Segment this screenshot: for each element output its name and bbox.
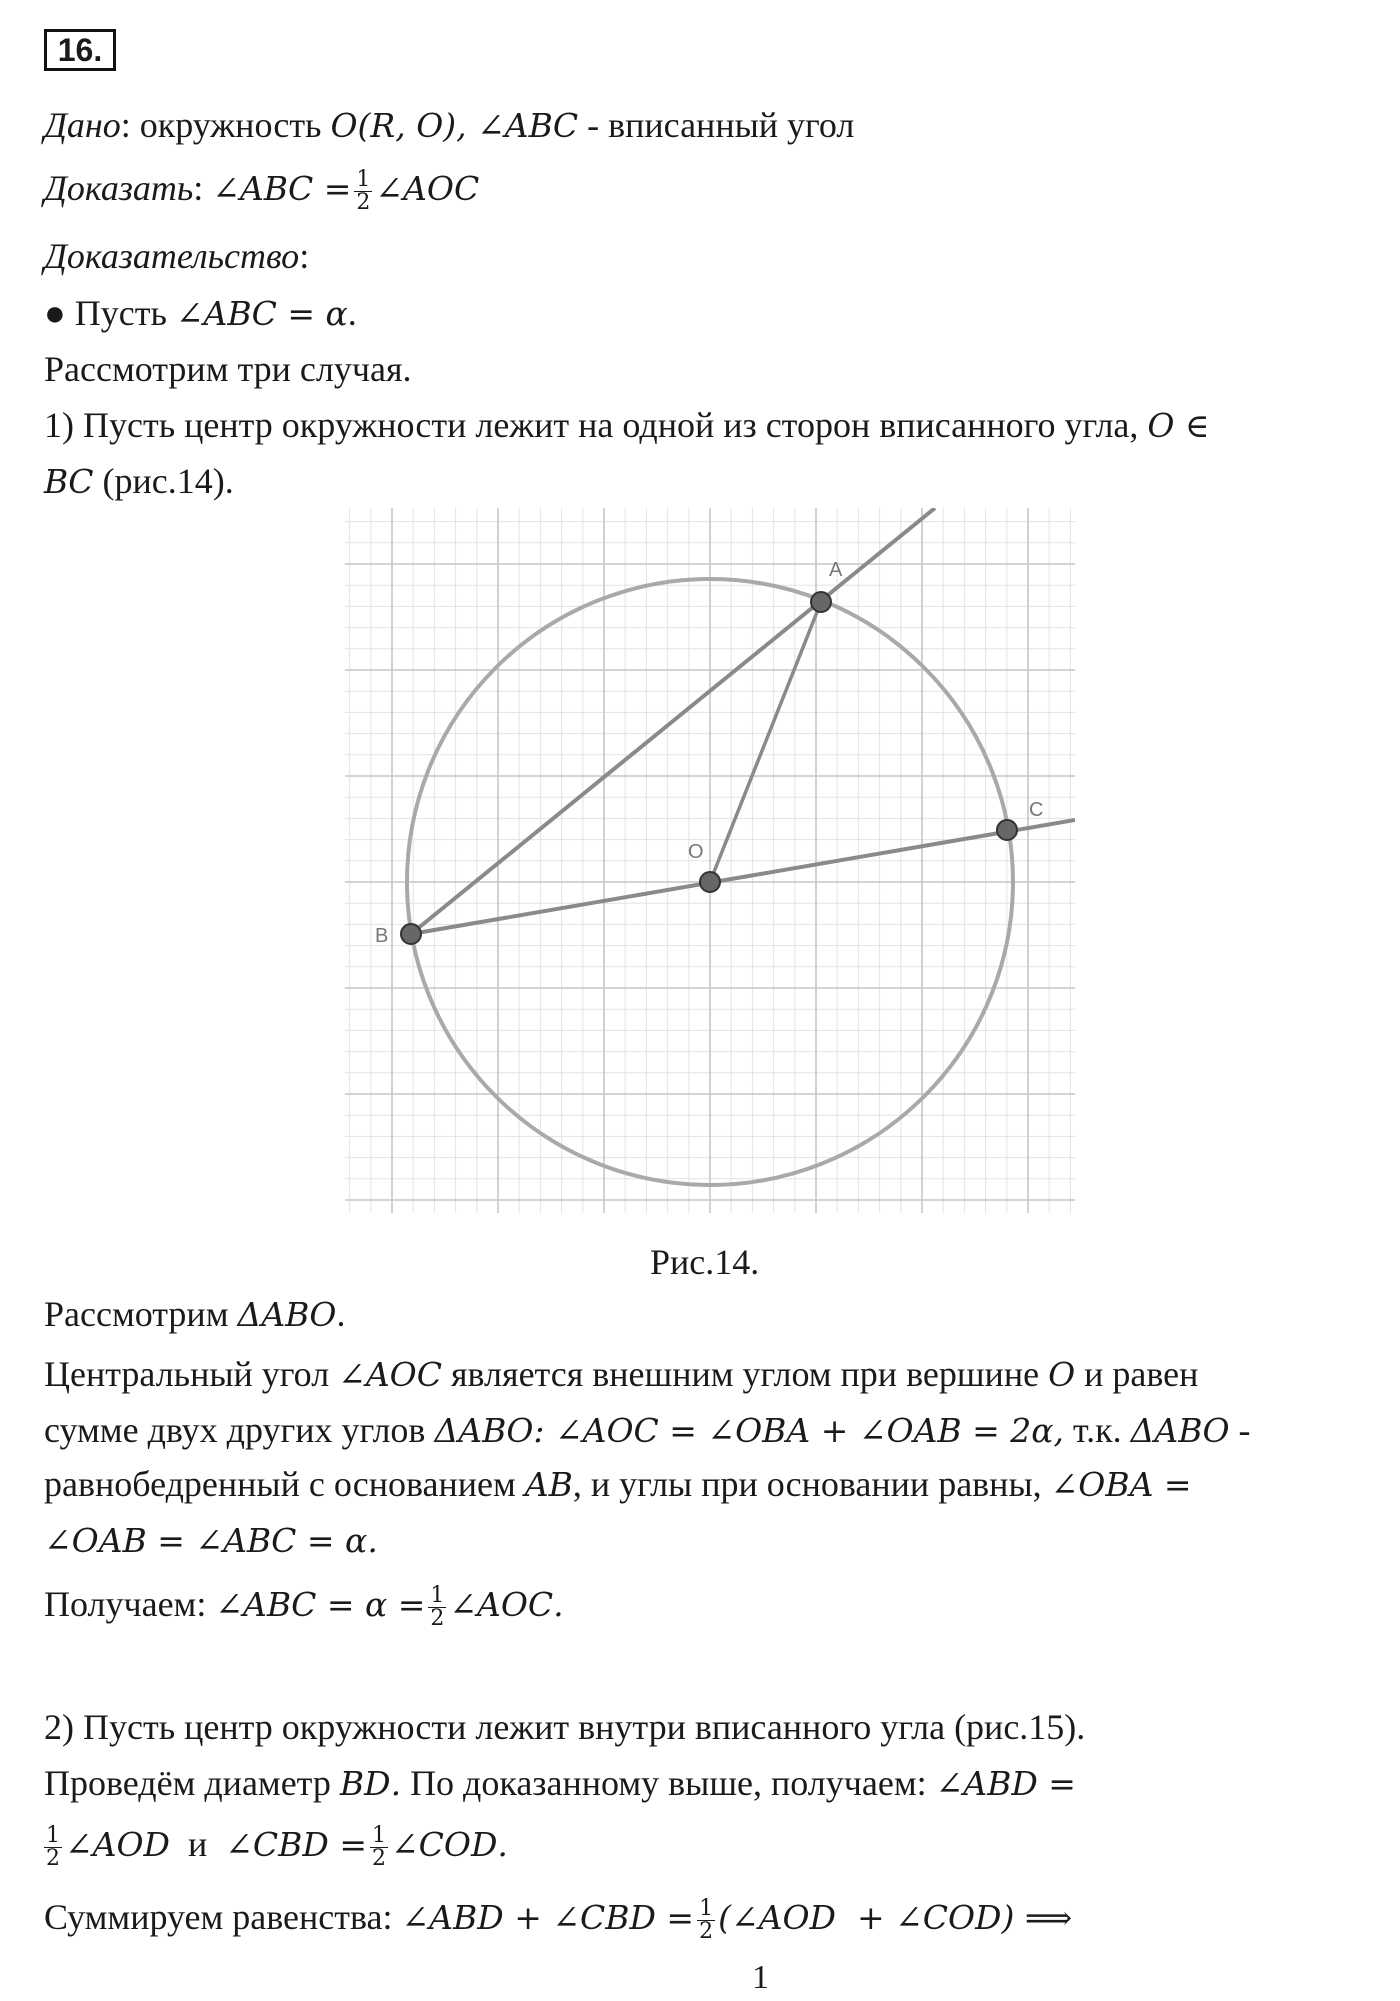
ray-bc bbox=[411, 820, 1075, 934]
point-a bbox=[811, 592, 831, 612]
sum-frac-num: 1 bbox=[699, 1896, 714, 1922]
case1-text: 1) Пусть центр окружности лежит на одной из сторон вписанного угла, bbox=[44, 405, 1148, 445]
figure-caption: Рис.14. bbox=[650, 1242, 760, 1282]
central-l1-math1: ∠𝐴𝑂𝐶 bbox=[338, 1355, 442, 1394]
central-l4-math: ∠𝑂𝐴𝐵 = ∠𝐴𝐵𝐶 = 𝛼. bbox=[44, 1521, 378, 1560]
result1-text: Получаем: bbox=[44, 1584, 216, 1624]
consider-line bbox=[44, 1292, 345, 1337]
figure-14 bbox=[345, 508, 1075, 1228]
let-alpha-text: ● Пусть bbox=[44, 293, 176, 333]
grid bbox=[345, 508, 1075, 1213]
case1-line1 bbox=[44, 403, 1209, 448]
consider-math: 𝛥𝐴𝐵𝑂 bbox=[237, 1295, 337, 1334]
proof-label: Доказательство bbox=[44, 236, 300, 276]
bottom-partial: 1 bbox=[752, 1959, 769, 1996]
case2-fraction-1 bbox=[44, 1825, 62, 1870]
point-o bbox=[700, 872, 720, 892]
central-l1-text1: Центральный угол bbox=[44, 1354, 339, 1394]
central-line3 bbox=[44, 1462, 1192, 1507]
case2-l2-math1: 𝐵𝐷. bbox=[339, 1764, 402, 1803]
case1-line2-math: 𝐵𝐶 bbox=[44, 462, 94, 501]
prove-label: Доказать bbox=[44, 168, 194, 208]
case1-line2 bbox=[44, 459, 234, 504]
point-b bbox=[401, 924, 421, 944]
proof-line bbox=[44, 234, 309, 278]
result1-frac-num: 1 bbox=[430, 1583, 445, 1609]
prove-fraction bbox=[354, 169, 372, 214]
prove-line bbox=[44, 166, 479, 214]
given-line bbox=[44, 103, 854, 148]
sum-fraction bbox=[697, 1898, 715, 1943]
problem-number: 16. bbox=[44, 29, 116, 71]
label-b: B bbox=[375, 925, 389, 947]
central-line4 bbox=[44, 1518, 378, 1563]
let-alpha-math: ∠𝐴𝐵𝐶 = 𝛼 bbox=[175, 294, 348, 333]
prove-frac-den: 2 bbox=[356, 190, 371, 216]
given-text-b: - вписанный угол bbox=[578, 105, 855, 145]
result1-fraction bbox=[428, 1585, 446, 1630]
consider-text: Рассмотрим bbox=[44, 1294, 238, 1334]
central-l2-text2: т.к. bbox=[1064, 1410, 1131, 1450]
case1-math: 𝑂 ∈ bbox=[1147, 406, 1210, 445]
given-math: 𝑂(𝑅, 𝑂), ∠𝐴𝐵𝐶 bbox=[330, 106, 579, 145]
case2-frac2-den: 2 bbox=[372, 1846, 387, 1872]
case2-frac1-den: 2 bbox=[46, 1846, 60, 1872]
case2-line1: 2) Пусть центр окружности лежит внутри вписанного угла (рис.15). bbox=[44, 1707, 1086, 1747]
result1-line bbox=[44, 1582, 564, 1630]
consider-end: . bbox=[336, 1294, 346, 1334]
given-label: Дано bbox=[44, 105, 121, 145]
result1-math-left: ∠𝐴𝐵𝐶 = 𝛼 = bbox=[215, 1585, 426, 1624]
case2-l2-text2: По доказанному выше, получаем: bbox=[401, 1763, 936, 1803]
prove-math-left: ∠𝐴𝐵𝐶 = bbox=[212, 169, 352, 208]
sum-text: Суммируем равенства: bbox=[44, 1897, 402, 1937]
case2-l2-math2: ∠𝐴𝐵𝐷 = bbox=[935, 1764, 1076, 1803]
case2-line3 bbox=[44, 1822, 508, 1870]
case2-frac2-num: 1 bbox=[372, 1823, 387, 1849]
case2-l3-text: и bbox=[170, 1824, 226, 1864]
case2-l3-math1: ∠𝐴𝑂𝐷 bbox=[65, 1825, 170, 1864]
case2-l3-math2: ∠𝐶𝐵𝐷 = bbox=[225, 1825, 368, 1864]
central-l3-math1: 𝐴𝐵 bbox=[524, 1465, 573, 1504]
point-c bbox=[997, 820, 1017, 840]
case2-fraction-2 bbox=[370, 1825, 388, 1870]
central-l3-text2: , и углы при основании равны, bbox=[572, 1464, 1051, 1504]
result1-math-right: ∠𝐴𝑂𝐶. bbox=[449, 1585, 564, 1624]
sum-line bbox=[44, 1895, 1072, 1943]
prove-colon: : bbox=[193, 168, 213, 208]
label-o: O bbox=[688, 841, 704, 863]
case2-line2 bbox=[44, 1761, 1076, 1806]
prove-math-right: ∠𝐴𝑂𝐶 bbox=[375, 169, 480, 208]
central-l3-math2: ∠𝑂𝐵𝐴 = bbox=[1050, 1465, 1192, 1504]
let-alpha-end: . bbox=[347, 293, 357, 333]
given-text-a: : окружность bbox=[120, 105, 331, 145]
three-cases-line: Рассмотрим три случая. bbox=[44, 349, 412, 389]
central-l2-math2: 𝛥𝐴𝐵𝑂 bbox=[1130, 1411, 1230, 1450]
central-l1-math2: 𝑂 bbox=[1048, 1355, 1076, 1394]
sum-frac-den: 2 bbox=[699, 1919, 714, 1945]
label-c: C bbox=[1029, 799, 1044, 821]
case1-line2-text: (рис.14). bbox=[93, 461, 234, 501]
central-l2-text1: сумме двух других углов bbox=[44, 1410, 435, 1450]
sum-math-right: (∠𝐴𝑂𝐷 + ∠𝐶𝑂𝐷) ⟹ bbox=[718, 1898, 1073, 1937]
central-l1-text2: является внешним углом при вершине bbox=[441, 1354, 1049, 1394]
case2-frac1-num: 1 bbox=[46, 1823, 60, 1849]
prove-frac-num: 1 bbox=[356, 167, 371, 193]
ray-ba bbox=[411, 508, 935, 934]
proof-colon: : bbox=[299, 236, 310, 276]
central-line1 bbox=[44, 1352, 1198, 1397]
central-l2-text3: - bbox=[1229, 1410, 1251, 1450]
central-l3-text1: равнобедренный с основанием bbox=[44, 1464, 525, 1504]
case2-l3-math3: ∠𝐶𝑂𝐷. bbox=[391, 1825, 508, 1864]
sum-math-left: ∠𝐴𝐵𝐷 + ∠𝐶𝐵𝐷 = bbox=[401, 1898, 695, 1937]
case2-l2-text1: Проведём диаметр bbox=[44, 1763, 340, 1803]
result1-frac-den: 2 bbox=[430, 1606, 445, 1632]
let-alpha-line bbox=[44, 291, 357, 336]
central-l1-text3: и равен bbox=[1075, 1354, 1199, 1394]
central-line2 bbox=[44, 1408, 1251, 1453]
label-a: A bbox=[829, 559, 843, 581]
central-l2-math1: 𝛥𝐴𝐵𝑂: ∠𝐴𝑂𝐶 = ∠𝑂𝐵𝐴 + ∠𝑂𝐴𝐵 = 2𝛼, bbox=[434, 1411, 1065, 1450]
